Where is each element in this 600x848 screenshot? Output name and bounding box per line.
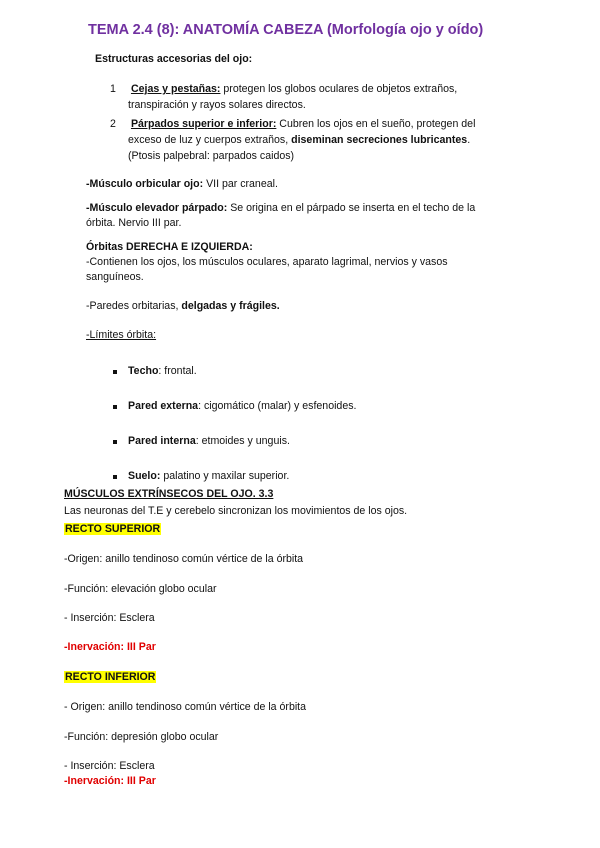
list-text: Cubren los ojos en el sueño, protegen del [276, 118, 476, 130]
list-item: Suelo: palatino y maxilar superior. [128, 470, 290, 482]
list-item: Techo: frontal. [128, 365, 197, 377]
musculo-elevador: -Músculo elevador párpado: Se origina en el párpado se inserta en el techo de la [86, 202, 476, 214]
recto-superior-insercion: - Inserción: Esclera [64, 612, 155, 624]
bold-phrase: diseminan secreciones lubricantes [291, 134, 468, 146]
musculo-orbicular: -Músculo orbicular ojo: VII par craneal. [86, 178, 278, 190]
recto-inferior-insercion: - Inserción: Esclera [64, 760, 155, 772]
list-item: Pared externa: cigomático (malar) y esfenoides. [128, 400, 357, 412]
recto-inferior-inervacion: -Inervación: III Par [64, 775, 156, 787]
list-text-line: (Ptosis palpebral: parpados caidos) [128, 150, 295, 162]
paredes-orbitarias: -Paredes orbitarias, delgadas y frágiles. [86, 300, 280, 312]
bullet-icon [113, 370, 117, 374]
recto-superior-heading: RECTO SUPERIOR [65, 523, 161, 535]
musculos-heading: MÚSCULOS EXTRÍNSECOS DEL OJO. 3.3 [64, 488, 274, 500]
estructuras-heading: Estructuras accesorias del ojo: [95, 53, 253, 65]
orbitas-heading: Órbitas DERECHA E IZQUIERDA: [86, 241, 253, 253]
orbitas-line: -Contienen los ojos, los músculos oculares, aparato lagrimal, nervios y vasos [86, 256, 448, 268]
list-text-line: transpiración y rayos solares directos. [128, 99, 306, 111]
page-title: TEMA 2.4 (8): ANATOMÍA CABEZA (Morfología ojo y oído) [88, 22, 484, 38]
recto-superior-funcion: -Función: elevación globo ocular [64, 583, 217, 595]
list-term: Cejas y pestañas: [130, 83, 221, 95]
list-number: 1 [110, 83, 116, 95]
bullet-icon [113, 475, 117, 479]
list-text: protegen los globos oculares de objetos extraños, [220, 83, 458, 95]
recto-superior-origen: -Origen: anillo tendinoso común vértice de la órbita [64, 553, 304, 565]
bullet-icon [113, 440, 117, 444]
recto-inferior-heading: RECTO INFERIOR [65, 671, 156, 683]
list-number: 2 [110, 118, 116, 130]
list-item: Pared interna: etmoides y unguis. [128, 435, 290, 447]
bullet-icon [113, 405, 117, 409]
list-term: Párpados superior e inferior: [130, 118, 277, 130]
recto-inferior-funcion: -Función: depresión globo ocular [64, 731, 219, 743]
list-item [110, 117, 475, 132]
musculos-intro: Las neuronas del T.E y cerebelo sincronizan los movimientos de los ojos. [64, 505, 408, 517]
recto-inferior-origen: - Origen: anillo tendinoso común vértice de la órbita [64, 701, 307, 713]
orbitas-line: sanguíneos. [86, 271, 144, 283]
list-item [110, 82, 457, 97]
musculo-elevador-line2: órbita. Nervio III par. [86, 217, 182, 229]
recto-superior-inervacion: -Inervación: III Par [64, 641, 156, 653]
list-text-line: exceso de luz y cuerpos extraños, diseminan secreciones lubricantes. [128, 134, 471, 146]
limites-heading: -Límites órbita: [86, 329, 157, 341]
